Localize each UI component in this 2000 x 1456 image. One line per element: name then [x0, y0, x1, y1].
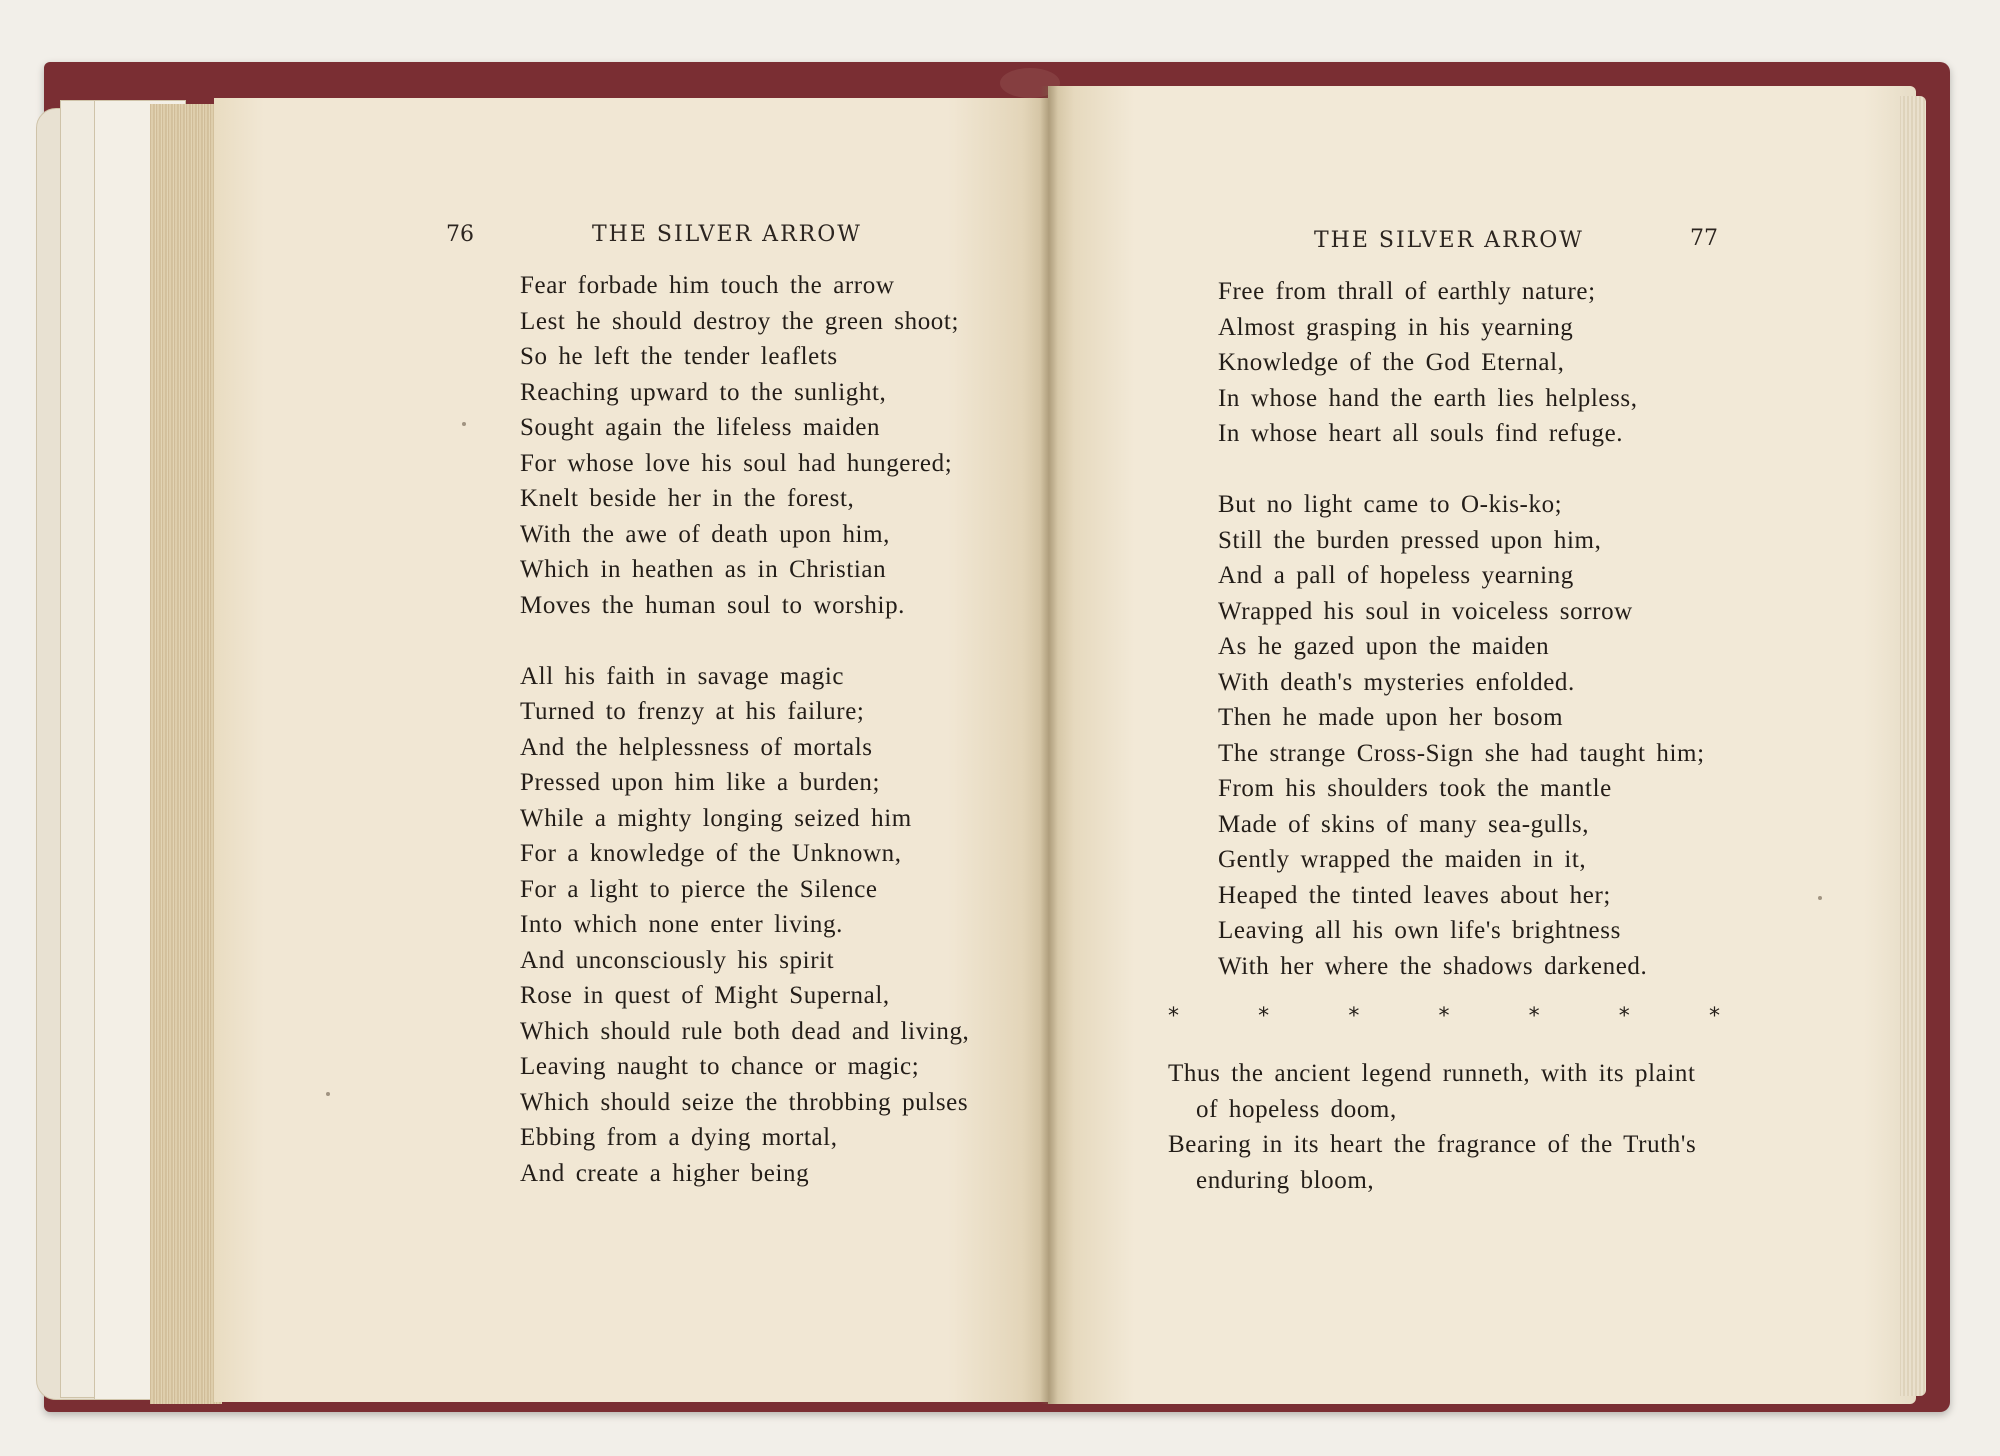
poem-line: Reaching upward to the sunlight,	[520, 378, 887, 406]
poem-line: Thus the ancient legend runneth, with its plaint	[1168, 1060, 1696, 1087]
poem-line: Knowledge of the God Eternal,	[1218, 349, 1565, 376]
poem-line: But no light came to O-kis-ko;	[1218, 491, 1563, 518]
poem-line: Leaving naught to chance or magic;	[520, 1053, 920, 1080]
page-stack-edge	[150, 104, 222, 1404]
paper-speck	[1818, 896, 1822, 900]
right-running-head: THE SILVER ARROW	[1314, 228, 1584, 253]
poem-line: Knelt beside her in the forest,	[520, 485, 855, 512]
poem-line: For a knowledge of the Unknown,	[520, 840, 902, 867]
poem-line: Pressed upon him like a burden;	[520, 769, 881, 796]
poem-line: Almost grasping in his yearning	[1218, 313, 1574, 341]
poem-line: Still the burden pressed upon him,	[1218, 526, 1602, 554]
poem-line: And the helplessness of mortals	[520, 733, 873, 761]
poem-line: So he left the tender leaflets	[520, 343, 838, 370]
right-page-number: 77	[1690, 226, 1718, 251]
poem-line-continuation: enduring bloom,	[1196, 1166, 1375, 1194]
poem-line: The strange Cross-Sign she had taught him;	[1218, 739, 1705, 767]
poem-line: All his faith in savage magic	[520, 662, 845, 690]
asterisk: *	[1348, 1004, 1360, 1029]
poem-line: Moves the human soul to worship.	[520, 591, 906, 619]
poem-line: Into which none enter living.	[520, 911, 843, 938]
poem-line: In whose heart all souls find refuge.	[1218, 420, 1624, 447]
poem-line: As he gazed upon the maiden	[1218, 633, 1550, 660]
poem-line: Heaped the tinted leaves about her;	[1218, 881, 1611, 909]
asterisk: *	[1618, 1004, 1630, 1029]
poem-line: And create a higher being	[520, 1159, 810, 1187]
paper-speck	[326, 1092, 330, 1096]
poem-line-continuation: of hopeless doom,	[1196, 1095, 1397, 1123]
poem-line: Which in heathen as in Christian	[520, 556, 887, 583]
poem-line: Bearing in its heart the fragrance of the Truth's	[1168, 1131, 1697, 1158]
asterisk: *	[1708, 1004, 1720, 1029]
asterisk: *	[1168, 1004, 1179, 1029]
right-page-stack-edge	[1900, 96, 1926, 1396]
poem-line: Wrapped his soul in voiceless sorrow	[1218, 597, 1633, 625]
poem-line: With the awe of death upon him,	[520, 520, 890, 548]
poem-line: And a pall of hopeless yearning	[1218, 562, 1574, 589]
poem-line: Turned to frenzy at his failure;	[520, 698, 865, 725]
poem-line: From his shoulders took the mantle	[1218, 775, 1612, 802]
poem-line: In whose hand the earth lies helpless,	[1218, 384, 1638, 412]
poem-line: Then he made upon her bosom	[1218, 704, 1564, 731]
poem-line: Ebbing from a dying mortal,	[520, 1124, 838, 1151]
poem-line: For a light to pierce the Silence	[520, 875, 878, 903]
left-running-head: THE SILVER ARROW	[592, 222, 862, 247]
book-gutter	[1040, 86, 1058, 1404]
stanza-break	[520, 623, 969, 659]
poem-line: And unconsciously his spirit	[520, 946, 835, 974]
stanza-break	[1218, 452, 1705, 488]
asterisk: *	[1528, 1004, 1540, 1029]
poem-line: With her where the shadows darkened.	[1218, 952, 1648, 980]
poem-line: Rose in quest of Might Supernal,	[520, 982, 890, 1009]
left-page-text	[520, 268, 969, 1191]
poem-line: While a mighty longing seized him	[520, 804, 912, 832]
poem-line: Which should seize the throbbing pulses	[520, 1088, 969, 1116]
asterisk: *	[1258, 1004, 1270, 1029]
poem-line: Lest he should destroy the green shoot;	[520, 307, 959, 335]
asterisk: *	[1438, 1004, 1450, 1029]
closing-couplet	[1168, 1056, 1728, 1198]
poem-line: Fear forbade him touch the arrow	[520, 272, 895, 299]
paper-speck	[462, 422, 466, 426]
right-page-text	[1218, 274, 1705, 984]
poem-line: Gently wrapped the maiden in it,	[1218, 846, 1587, 873]
poem-line: Sought again the lifeless maiden	[520, 414, 881, 441]
poem-line: Free from thrall of earthly nature;	[1218, 278, 1596, 305]
section-separator	[1168, 1004, 1720, 1029]
poem-line: With death's mysteries enfolded.	[1218, 668, 1575, 696]
poem-line: For whose love his soul had hungered;	[520, 449, 953, 477]
poem-line: Made of skins of many sea-gulls,	[1218, 810, 1590, 838]
poem-line: Leaving all his own life's brightness	[1218, 917, 1621, 944]
left-page-number: 76	[446, 222, 474, 247]
poem-line: Which should rule both dead and living,	[520, 1017, 970, 1045]
